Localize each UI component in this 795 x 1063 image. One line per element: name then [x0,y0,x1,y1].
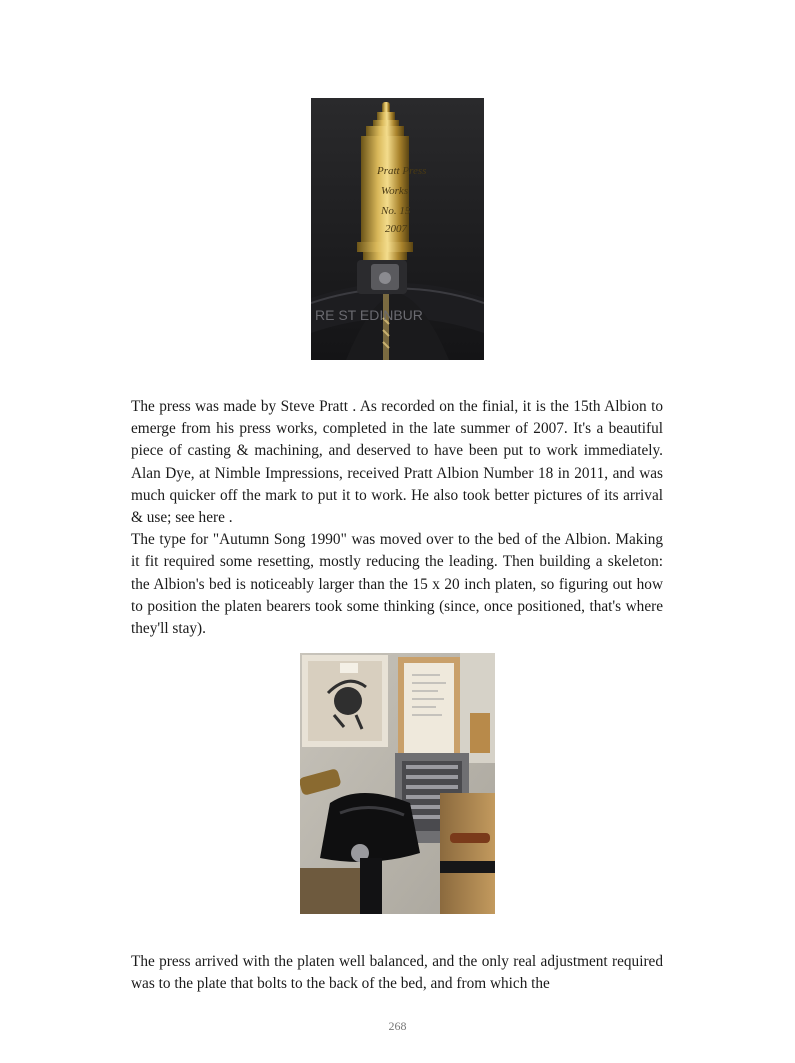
finial-engraving-line-4: 2007 [385,223,407,235]
frame-badge-text: RE ST EDINBUR [315,307,423,323]
finial-engraving-line-3: No. 15 [381,205,411,217]
press-in-shop-photo [300,653,495,914]
finial-photo [311,98,484,360]
finial-engraving-line-2: Works [381,185,409,197]
paragraph-3-text: The press arrived with the platen well balanced, and the only real adjustment required was to the plate that bolts to the back of the bed, and from which the [131,953,663,993]
finial-engraving-line-1: Pratt Press [377,165,427,177]
body-paragraph-3 [131,951,663,995]
paragraph-2-text: The type for "Autumn Song 1990" was moved over to the bed of the Albion. Making it fit required some resetting, mostly reducing the leading. Then building a skeleton: the Albion's bed is noticeably larger than the 15 x 20 inch platen, so figuring out how to position the platen bearers took some thinking (since, once positioned, that's where they'll stay). [131,531,663,638]
body-paragraph-1 [131,396,663,640]
page-number: 268 [388,1019,407,1033]
paragraph-1-text: The press was made by Steve Pratt . As recorded on the finial, it is the 15th Albion to emerge from his press works, completed in the late summer of 2007. It's a beautiful piece of casting & machining, and deserved to have been put to work immediately. Alan Dye, at Nimble Impressions, received Pratt Albion Number 18 in 2011, and was much quicker off the mark to put it to work. He also took better pictures of its arrival & use; see here . [131,398,663,527]
